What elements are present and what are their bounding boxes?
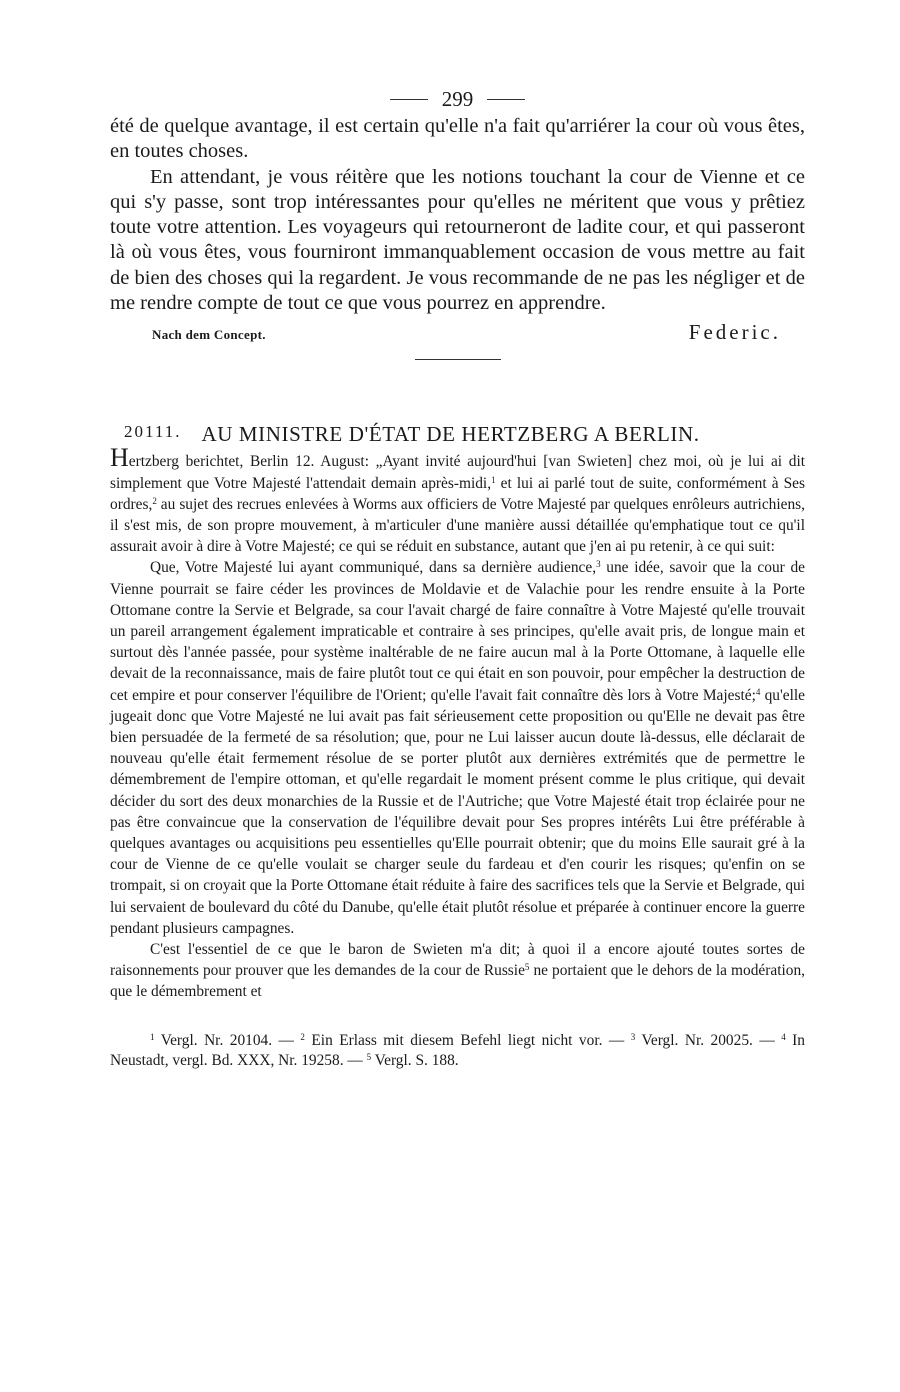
footnote-ref: 4: [755, 686, 761, 697]
footnote-ref: 3: [596, 559, 601, 570]
page: [110, 84, 805, 1071]
upper-text: [110, 114, 805, 316]
drop-cap: H: [110, 443, 129, 473]
footnote-ref: 5: [524, 962, 530, 973]
footnote-block: $^1$ Vergl. Nr. 20104. — $^2$ Ein Erlass mit diesem Befehl liegt nicht vor. — $^3$ Vergl. Nr. 20025. — $^4$ In Neustadt, vergl. Bd. XXX, Nr. 19258. — $^5$ Vergl. S. 188.: [110, 1031, 805, 1069]
letter-body: [110, 443, 806, 1002]
letter-paragraph: Que, Votre Majesté lui ayant communiqué, dans sa dernière audience,$^3$ une idée, savoir que la cour de Vienne pourrait se faire céder les provinces de Moldavie et de Valachie pour les rendre ensuite à la Porte Ottomane contre la Servie et Belgrade, sa cour l'avait chargé de faire connaître à Votre Majesté qu'elle trouvait un pareil arrangement également impraticable et contraire à ses principes, qu'elle avait pris, de longue main et surtout dès l'année passée, pour système inaltérable de ne faire aucun mal à la Porte Ottomane, à laquelle elle devait de la reconnaissance, mais de faire plutôt tout ce qui était en son pouvoir, pour empêcher la destruction de cet empire et pour conserver l'équilibre de l'Orient; qu'elle l'avait fait connaître dès lors à Votre Majesté;$^4$ qu'elle jugeait donc que Votre Majesté ne lui avait pas fait sérieusement cette proposition ou qu'Elle ne devait pas être bien persuadée de la fermeté de sa résolution; que, pour ne Lui laisser aucun doute là-dessus, elle déclarait de nouveau qu'elle était fermement résolue de se porter plutôt aux dernières extrémités que de permettre le démembrement de l'empire ottoman, et qu'elle regardait le moment présent comme le plus critique, qui devait décider du sort des deux monarchies de la Russie et de l'Autriche; que Votre Majesté était trop éclairée pour ne pas être convaincue que la conservation de l'équilibre devait pour Ses propres intérêts Lui être préférable à quelques avantages ou acquisitions peu essentielles qu'Elle pourrait obtenir; que du moins Elle saurait gré à la cour de Vienne de ce qu'elle voulait se charger seule du fardeau et d'en courir les risques; qu'enfin on se trompait, si on croyait que la Porte Ottomane était réduite à faire des sacrifices tels que la Servie et Belgrade, qui lui servaient de boulevard du côté du Danube, qu'elle était plutôt résolue et préparée à continuer encore la guerre pendant plusieurs campagnes.: [110, 559, 806, 937]
page-header: [110, 84, 805, 114]
letter-title: AU MINISTRE D'ÉTAT DE HERTZBERG A BERLIN.: [201, 422, 700, 447]
closing-line: [110, 320, 805, 345]
source-note: Nach dem Concept.: [152, 327, 266, 343]
letter-paragraph: C'est l'essentiel de ce que le baron de Swieten m'a dit; à quoi il a encore ajouté toutes sortes de raisonnements pour prouver que les demandes de la cour de Russie$^5$ ne portaient que le dehors de la modération, que le démembrement et: [110, 941, 805, 1001]
signature: Federic.: [688, 320, 781, 345]
footnote-ref: 1: [491, 474, 496, 485]
letter-paragraph: Hertzberg berichtet, Berlin 12. August: „Ayant invité aujourd'hui [van Swieten] chez moi, où je lui ai dit simplement que Votre Majesté l'attendait demain après-midi,$^1$ et lui ai parlé tout de suite, conformément à Ses ordres,$^2$ au sujet des recrues enlevées à Worms aux officiers de Votre Majesté par quelques enrôleurs autrichiens, il s'est mis, de son propre mouvement, à m'articuler d'une manière aussi détaillée qu'emphatique tout ce qu'il assurait avoir à dire à Votre Majesté; ce qui se réduit en substance, autant que j'en ai pu retenir, à ce qui suit:: [110, 443, 805, 556]
letter-number: 20111.: [124, 422, 182, 442]
section-separator: [415, 359, 501, 360]
footnote-ref: 2: [152, 495, 157, 506]
header-rule-left: [390, 99, 428, 100]
header-rule-right: [487, 99, 525, 100]
paragraph-continued: été de quelque avantage, il est certain qu'elle n'a fait qu'arriérer la cour où vous êtes, en toutes choses.: [110, 115, 805, 163]
footnotes: [110, 1031, 805, 1071]
paragraph: En attendant, je vous réitère que les notions touchant la cour de Vienne et ce qui s'y passe, sont trop intéressantes pour qu'elles ne méritent que vous y prêtiez toute votre attention. Les voyageurs qui retourneront de ladite cour, et qui passeront là où vous êtes, vous fourniront immanquablement occasion de vous mettre au fait de bien des choses qui la regardent. Je vous recommande de ne pas les négliger et de me rendre compte de tout ce que vous pourrez en apprendre.: [110, 165, 805, 315]
page-number: 299: [441, 87, 474, 111]
letter-heading: [110, 422, 805, 447]
